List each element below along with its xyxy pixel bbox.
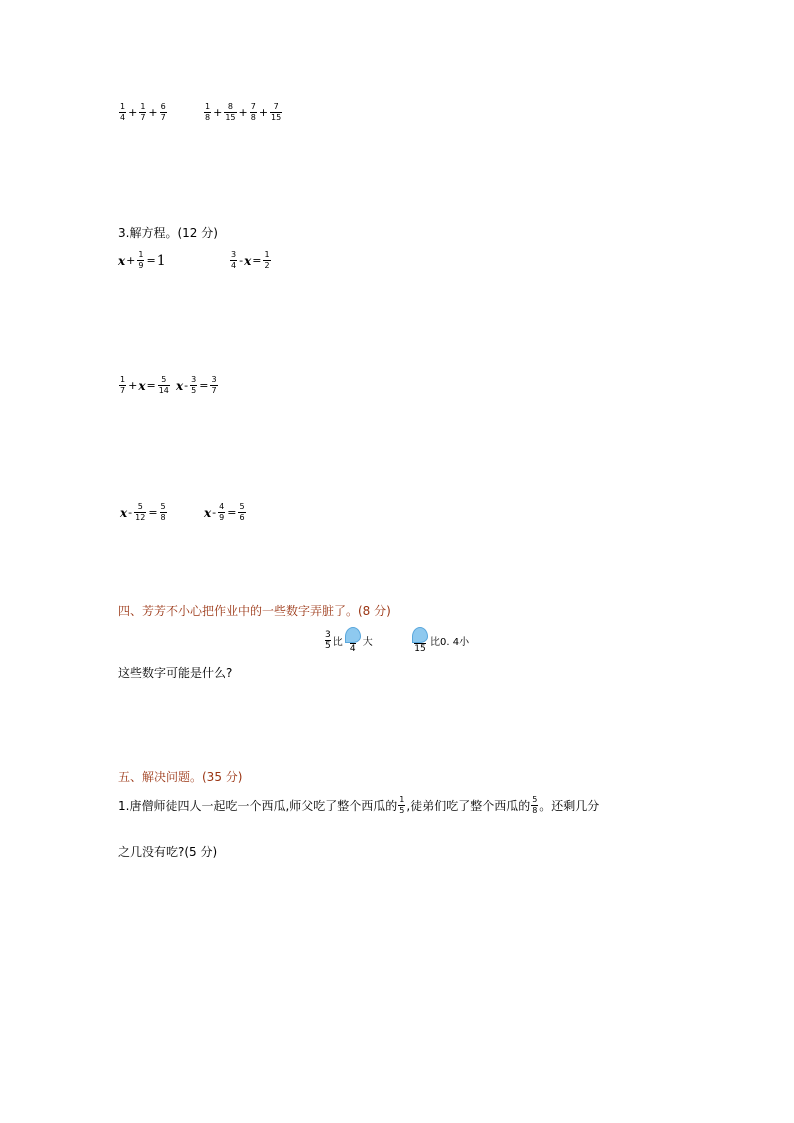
fraction: $\frac{5}{8}$: [160, 502, 166, 522]
fraction: $\frac{3}{5}$: [325, 629, 331, 651]
dirty-comparison-1: $\frac{3}{5}$ 比 4 大: [323, 627, 373, 654]
section4-question: 这些数字可能是什么?: [118, 666, 233, 680]
equation-1: x + $\frac{1}{9}$ = 1: [118, 250, 166, 270]
fraction: $\frac{8}{15}$: [225, 102, 236, 122]
dirty-fraction: 4: [345, 627, 361, 654]
fraction: $\frac{1}{7}$: [120, 375, 126, 395]
ink-blot-icon: [412, 627, 428, 643]
problem-1-line-2: 之几没有吃?(5 分): [118, 845, 218, 859]
section3-title: 3.解方程。(12 分): [118, 226, 218, 240]
equation-6: x - $\frac{4}{9}$ = $\frac{5}{6}$: [204, 502, 245, 522]
equation-4: x - $\frac{3}{5}$ = $\frac{3}{7}$: [176, 375, 217, 395]
fraction: $\frac{5}{8}$: [532, 795, 538, 815]
section4-title: 四、芳芳不小心把作业中的一些数字弄脏了。(8 分): [118, 604, 391, 618]
problem-1-line-1: 1.唐僧师徒四人一起吃一个西瓜,师父吃了整个西瓜的 $\frac{1}{5}$ ,徒弟们吃了整个西瓜的 $\frac{5}{8}$ 。还剩几分: [118, 795, 600, 815]
equation-3: $\frac{1}{7}$ + x = $\frac{5}{14}$: [120, 375, 169, 395]
dirty-fraction: 15: [412, 627, 428, 654]
fraction: $\frac{3}{4}$: [231, 250, 237, 270]
fraction: $\frac{1}{8}$: [205, 102, 211, 122]
fraction: $\frac{1}{7}$: [140, 102, 146, 122]
fraction: $\frac{3}{5}$: [191, 375, 197, 395]
dirty-comparison-2: 15 比0. 4小: [410, 627, 469, 654]
fraction: $\frac{7}{8}$: [250, 102, 256, 122]
ink-blot-icon: [345, 627, 361, 643]
calc-expression-2: $\frac{1}{8}$ + $\frac{8}{15}$ + $\frac{7}{8}$ + $\frac{7}{15}$: [205, 102, 282, 122]
equation-2: $\frac{3}{4}$ - x = $\frac{1}{2}$: [231, 250, 270, 270]
fraction: $\frac{6}{7}$: [160, 102, 166, 122]
fraction: $\frac{5}{14}$: [158, 375, 169, 395]
fraction: $\frac{5}{6}$: [239, 502, 245, 522]
fraction: $\frac{4}{9}$: [219, 502, 225, 522]
fraction: $\frac{1}{4}$: [120, 102, 126, 122]
fraction: $\frac{3}{7}$: [211, 375, 217, 395]
fraction: $\frac{5}{12}$: [135, 502, 146, 522]
fraction: $\frac{7}{15}$: [271, 102, 282, 122]
fraction: $\frac{1}{2}$: [264, 250, 270, 270]
equation-5: x - $\frac{5}{12}$ = $\frac{5}{8}$: [120, 502, 166, 522]
fraction: $\frac{1}{9}$: [138, 250, 144, 270]
fraction: $\frac{1}{5}$: [399, 795, 405, 815]
section5-title: 五、解决问题。(35 分): [118, 770, 243, 784]
calc-expression-1: $\frac{1}{4}$ + $\frac{1}{7}$ + $\frac{6}{7}$: [120, 102, 166, 122]
